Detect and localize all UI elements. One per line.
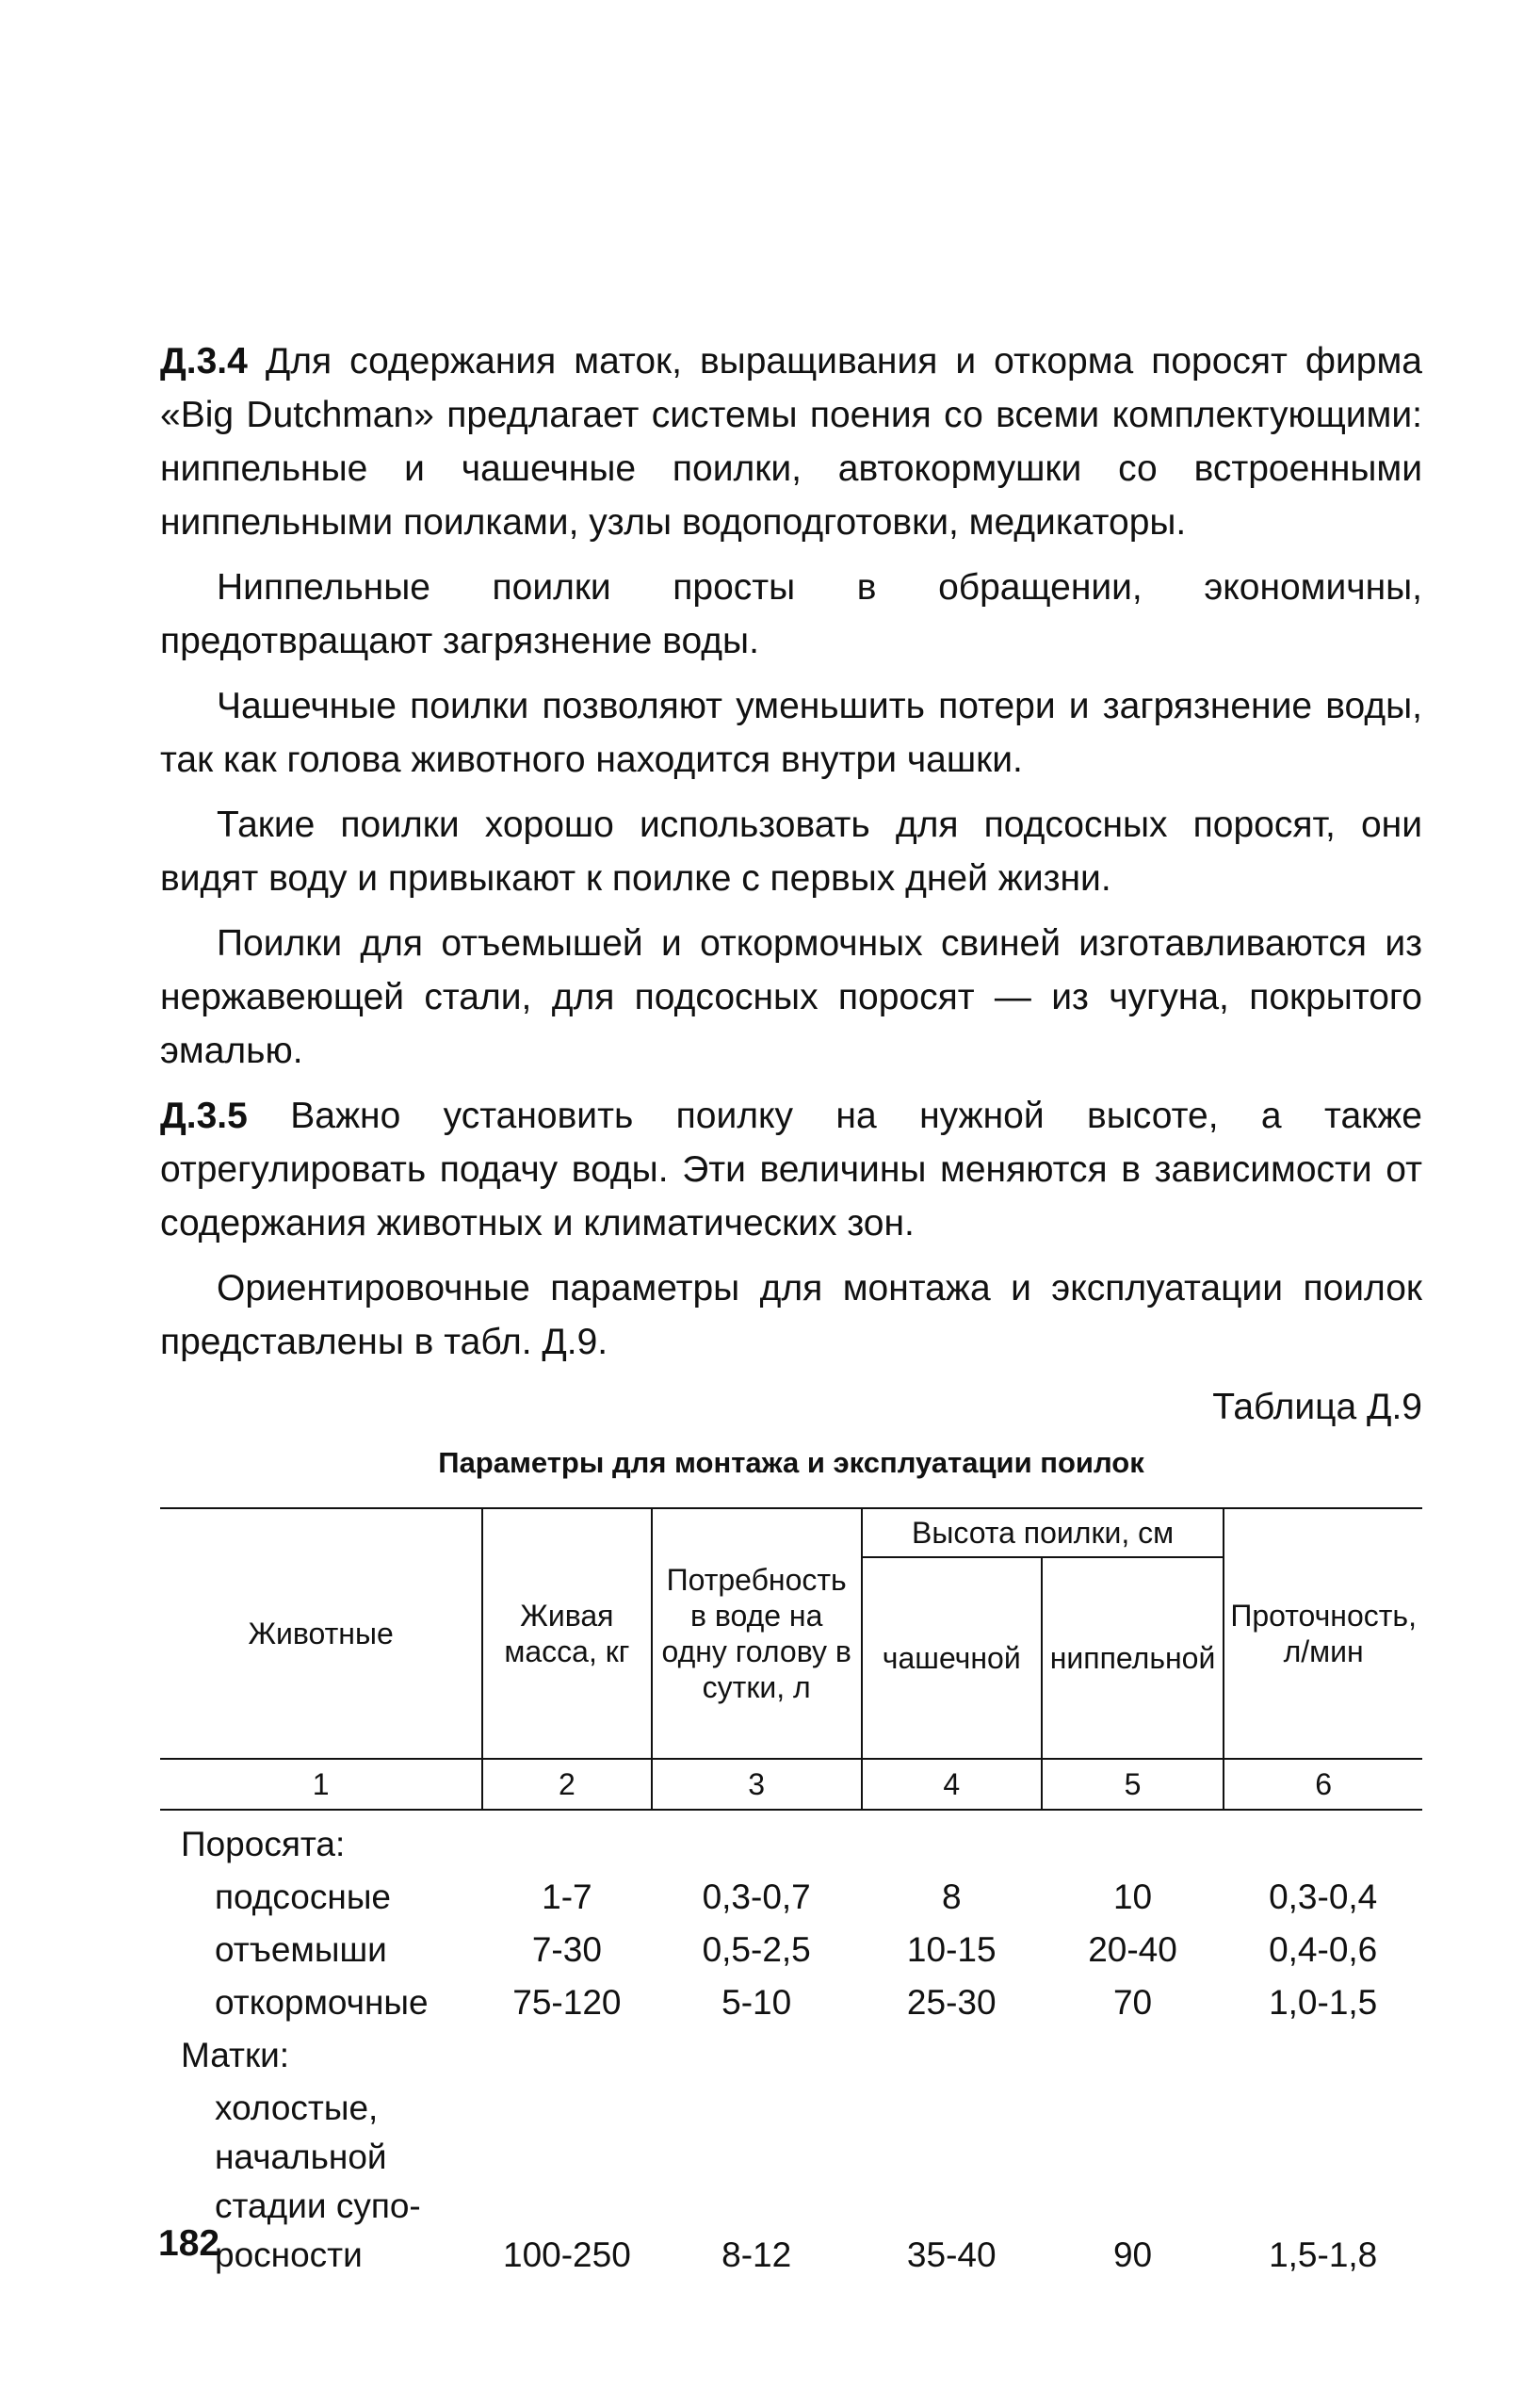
cell-mass: 1-7 [542, 1878, 592, 1916]
table-row [160, 1871, 1422, 1924]
table-title: Параметры для монтажа и эксплуатации поилок [438, 1446, 1144, 1479]
paragraph-cup: Чашечные поилки позволяют уменьшить потери и загрязнение воды, так как голова животного находится внутри чашки. [160, 686, 1422, 780]
table-row [160, 2082, 1422, 2282]
cell-animal-line: росности [215, 2235, 363, 2274]
paragraph-text: Для содержания маток, выращивания и откорма поросят фирма «Big Dutchman» предлагает системы поения со всеми комплектующими: ниппельные и чашечные поилки, автокормушки со встроенными ниппельными поилками, узлы водоподготовки, медикаторы. [160, 341, 1422, 543]
paragraph-d-3-4 [160, 334, 1422, 549]
table-label: Таблица Д.9 [1212, 1387, 1422, 1427]
group-label: Матки: [181, 2036, 290, 2074]
table-row [160, 1976, 1422, 2029]
header-water-need: Потребность в воде на одну голову в сутки, л [652, 1508, 862, 1759]
paragraph-suckling: Такие поилки хорошо использовать для подсосных поросят, они видят воду и привыкают к поилке с первых дней жизни. [160, 805, 1422, 899]
page-content [160, 334, 1422, 2282]
column-number: 3 [652, 1759, 862, 1810]
section-number: Д.3.4 [160, 341, 248, 382]
group-label: Поросята: [181, 1825, 346, 1863]
parameters-table [160, 1507, 1422, 2282]
header-animals: Животные [160, 1508, 482, 1759]
cell-animal-line: холостые, [215, 2089, 379, 2127]
cell-animal-line: стадии супо- [215, 2187, 421, 2225]
column-number: 2 [482, 1759, 651, 1810]
table-row [160, 1924, 1422, 1976]
cell-nipple: 20-40 [1088, 1930, 1177, 1969]
paragraph-nipple: Ниппельные поилки просты в обращении, экономичны, предотвращают загрязнение воды. [160, 567, 1422, 661]
column-number: 1 [160, 1759, 482, 1810]
paragraph-d-3-5 [160, 1089, 1422, 1250]
group-row-sows [160, 2029, 1422, 2082]
header-height-group: Высота поилки, см [862, 1508, 1224, 1557]
cell-nipple: 70 [1112, 1983, 1153, 2022]
cell-mass: 75-120 [512, 1983, 622, 2022]
cell-animal: откормочные [215, 1983, 429, 2022]
cell-mass: 100-250 [503, 2235, 631, 2274]
cell-flow: 0,4-0,6 [1269, 1930, 1378, 1969]
header-mass: Живая масса, кг [482, 1508, 651, 1759]
group-row-piglets [160, 1810, 1422, 1871]
column-number: 4 [862, 1759, 1042, 1810]
cell-cup: 35-40 [906, 2235, 997, 2274]
cell-cup: 25-30 [906, 1983, 997, 2022]
cell-flow: 1,0-1,5 [1269, 1983, 1378, 2022]
cell-need: 0,3-0,7 [702, 1878, 811, 1916]
cell-flow: 0,3-0,4 [1269, 1878, 1378, 1916]
paragraph-reference: Ориентировочные параметры для монтажа и эксплуатации поилок представлены в табл. Д.9. [160, 1268, 1422, 1362]
column-numbers-row [160, 1759, 1422, 1810]
cell-nipple: 10 [1112, 1878, 1153, 1916]
cell-mass: 7-30 [531, 1930, 602, 1969]
column-number: 5 [1042, 1759, 1224, 1810]
cell-need: 8-12 [721, 2235, 792, 2274]
paragraph-material: Поилки для отъемышей и откормочных свиней изготавливаются из нержавеющей стали, для подсосных поросят — из чугуна, покрытого эмалью. [160, 923, 1422, 1071]
header-cup: чашечной [862, 1557, 1042, 1759]
header-flow: Проточность, л/мин [1224, 1508, 1422, 1759]
cell-cup: 8 [941, 1878, 962, 1916]
cell-flow: 1,5-1,8 [1269, 2235, 1378, 2274]
cell-animal: отъемыши [215, 1930, 387, 1969]
cell-nipple: 90 [1112, 2235, 1153, 2274]
cell-need: 5-10 [721, 1983, 792, 2022]
header-nipple: ниппельной [1042, 1557, 1224, 1759]
section-number: Д.3.5 [160, 1096, 248, 1136]
cell-animal: подсосные [215, 1878, 391, 1916]
cell-cup: 10-15 [906, 1930, 997, 1969]
paragraph-text: Важно установить поилку на нужной высоте, а также отрегулировать подачу воды. Эти величины меняются в зависимости от содержания животных и климатических зон. [160, 1096, 1422, 1244]
page-number: 182 [158, 2223, 220, 2264]
cell-need: 0,5-2,5 [702, 1930, 811, 1969]
cell-animal-line: начальной [215, 2138, 387, 2176]
column-number: 6 [1224, 1759, 1422, 1810]
